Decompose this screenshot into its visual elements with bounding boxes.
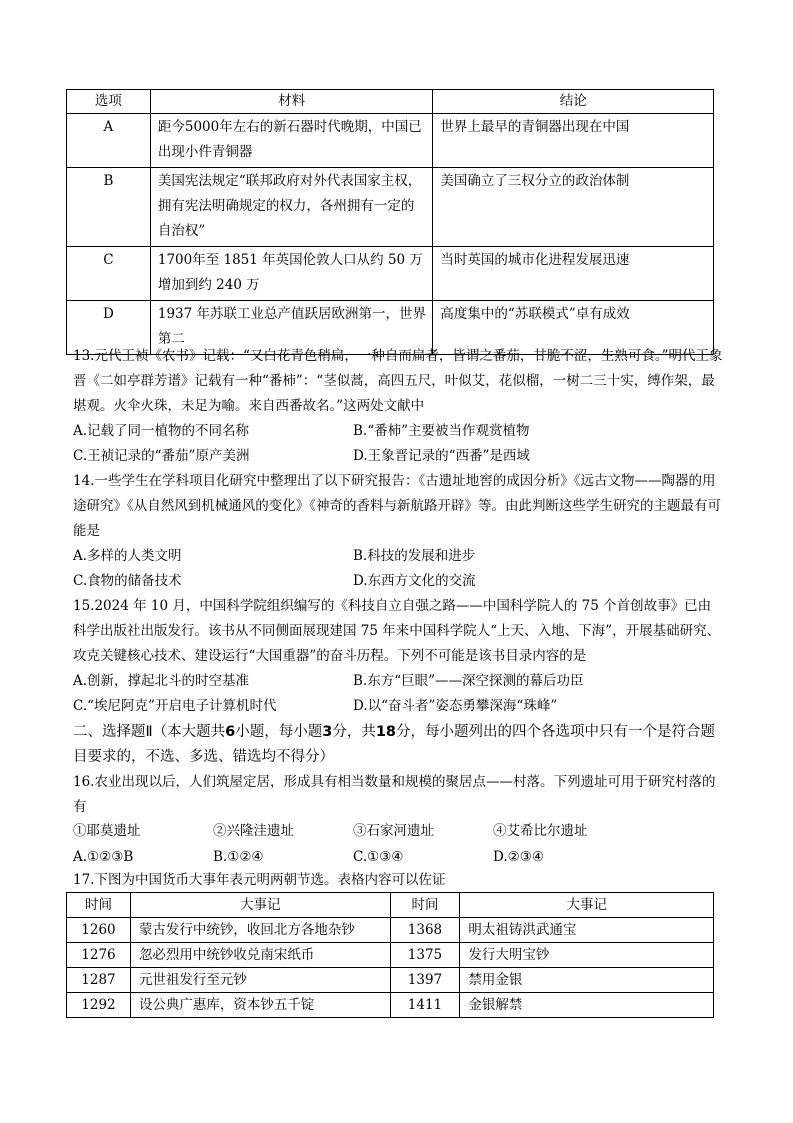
year-cell: 1287	[67, 968, 131, 993]
header-material: 材料	[150, 90, 433, 114]
row-conclusion: 美国确立了三权分立的政治体制	[433, 168, 714, 247]
year-cell: 1375	[390, 943, 460, 968]
header-year-1: 时间	[67, 893, 131, 918]
option-d[interactable]: D.②③④	[493, 849, 544, 865]
header-option: 选项	[67, 90, 151, 114]
table-row	[67, 943, 714, 968]
row-option: C	[67, 247, 151, 301]
year-cell: 1260	[67, 918, 131, 943]
option-b[interactable]: B.“番柿”主要被当作观赏植物	[353, 423, 530, 439]
table-row	[67, 247, 714, 301]
header-event-2: 大事记	[460, 893, 714, 918]
option-b[interactable]: B.①②④	[213, 849, 264, 865]
event-cell: 设公典广惠库，资本钞五千锭	[130, 993, 390, 1018]
option-a[interactable]: A.创新，撑起北斗的时空基准	[73, 673, 250, 689]
row-conclusion: 高度集中的“苏联模式”卓有成效	[433, 301, 714, 355]
row-material: 美国宪法规定“联邦政府对外代表国家主权，拥有宪法明确规定的权力，各州拥有一定的自治权”	[150, 168, 433, 247]
item-4: ④艾希比尔遗址	[493, 823, 588, 839]
event-cell: 明太祖铸洪武通宝	[460, 918, 714, 943]
option-d[interactable]: D.以“奋斗者”姿态勇攀深海“珠峰”	[353, 698, 558, 714]
year-cell: 1276	[67, 943, 131, 968]
row-option: B	[67, 168, 151, 247]
option-c[interactable]: C.①③④	[353, 849, 404, 865]
event-cell: 金银解禁	[460, 993, 714, 1018]
option-b[interactable]: B.科技的发展和进步	[353, 548, 476, 564]
item-3: ③石家河遗址	[353, 823, 434, 839]
year-cell: 1368	[390, 918, 460, 943]
question-14-stem: 14.一些学生在学科项目化研究中整理出了以下研究报告：《古遗址地窖的成因分析》《远古文物——陶器的用途研究》《从自然风到机械通风的变化》《神奇的香料与新航路开辟》等。由此判断这些学生研究的主题最有可能是	[73, 473, 721, 539]
row-material: 1937 年苏联工业总产值跃居欧洲第一，世界第二	[150, 301, 433, 355]
question-17-stem: 17.下图为中国货币大事年表元明两朝节选。表格内容可以佐证	[73, 872, 446, 888]
table-header-row	[67, 893, 714, 918]
item-1: ①耶莫遗址	[73, 823, 141, 839]
option-d[interactable]: D.王象晋记录的“西番”是西域	[353, 448, 530, 464]
section-2-heading: 二、选择题Ⅱ（本大题共6小题，每小题3分，共18分，每小题列出的四个各选项中只有一个是符合题目要求的，不选、多选、错选均不得分）	[73, 724, 716, 765]
option-b[interactable]: B.东方“巨眼”——深空探测的幕后功臣	[353, 673, 584, 689]
table-row	[67, 918, 714, 943]
options-table	[66, 89, 714, 355]
question-13-stem: 13.元代王祯《农书》记载：“又白花青色稍扁，一种自而扁者，皆谓之番茄，甘脆不涩，生熟可食。”明代王象晋《二如亭群芳谱》记载有一种“番柿”：“茎似蒿，高四五尺，叶似艾，花似榴，一树二三十实，缚作架，最堪观。火伞火珠，未足为喻。来自西番故名。”这两处文献中	[73, 348, 723, 414]
row-option: D	[67, 301, 151, 355]
year-cell: 1397	[390, 968, 460, 993]
header-conclusion: 结论	[433, 90, 714, 114]
event-cell: 蒙古发行中统钞，收回北方各地杂钞	[130, 918, 390, 943]
option-a[interactable]: A.记载了同一植物的不同名称	[73, 423, 250, 439]
year-cell: 1292	[67, 993, 131, 1018]
event-cell: 发行大明宝钞	[460, 943, 714, 968]
header-event-1: 大事记	[130, 893, 390, 918]
option-c[interactable]: C.王祯记录的“番茄”原产美洲	[73, 448, 250, 464]
question-15-stem: 15.2024 年 10 月，中国科学院组织编写的《科技自立自强之路——中国科学院人的 75 个首创故事》已由科学出版社出版发行。该书从不同侧面展现建国 75 年来中国科学院人“上天、入地、下海”，开展基础研究、攻克关键核心技术、建设运行“大国重器”的奋斗历程。下列不可能是该书目录内容的是	[73, 598, 721, 664]
question-16-stem: 16.农业出现以后，人们筑屋定居，形成具有相当数量和规模的聚居点——村落。下列遗址可用于研究村落的有	[73, 774, 716, 815]
table-row	[67, 168, 714, 247]
event-cell: 忽必烈用中统钞收兑南宋纸币	[130, 943, 390, 968]
table-row	[67, 993, 714, 1018]
table-row	[67, 968, 714, 993]
table-header-row	[67, 90, 714, 114]
table-row	[67, 114, 714, 168]
year-cell: 1411	[390, 993, 460, 1018]
option-a[interactable]: A.多样的人类文明	[73, 548, 182, 564]
row-material: 1700年至 1851 年英国伦敦人口从约 50 万增加到约 240 万	[150, 247, 433, 301]
row-option: A	[67, 114, 151, 168]
header-year-2: 时间	[390, 893, 460, 918]
event-cell: 元世祖发行至元钞	[130, 968, 390, 993]
event-cell: 禁用金银	[460, 968, 714, 993]
item-2: ②兴隆洼遗址	[213, 823, 294, 839]
option-c[interactable]: C.食物的储备技术	[73, 573, 182, 589]
row-conclusion: 世界上最早的青铜器出现在中国	[433, 114, 714, 168]
row-material: 距今5000年左右的新石器时代晚期，中国已出现小件青铜器	[150, 114, 433, 168]
row-conclusion: 当时英国的城市化进程发展迅速	[433, 247, 714, 301]
currency-events-table	[66, 892, 714, 1018]
option-d[interactable]: D.东西方文化的交流	[353, 573, 476, 589]
option-a[interactable]: A.①②③B	[73, 849, 134, 865]
option-c[interactable]: C.“埃尼阿克”开启电子计算机时代	[73, 698, 277, 714]
